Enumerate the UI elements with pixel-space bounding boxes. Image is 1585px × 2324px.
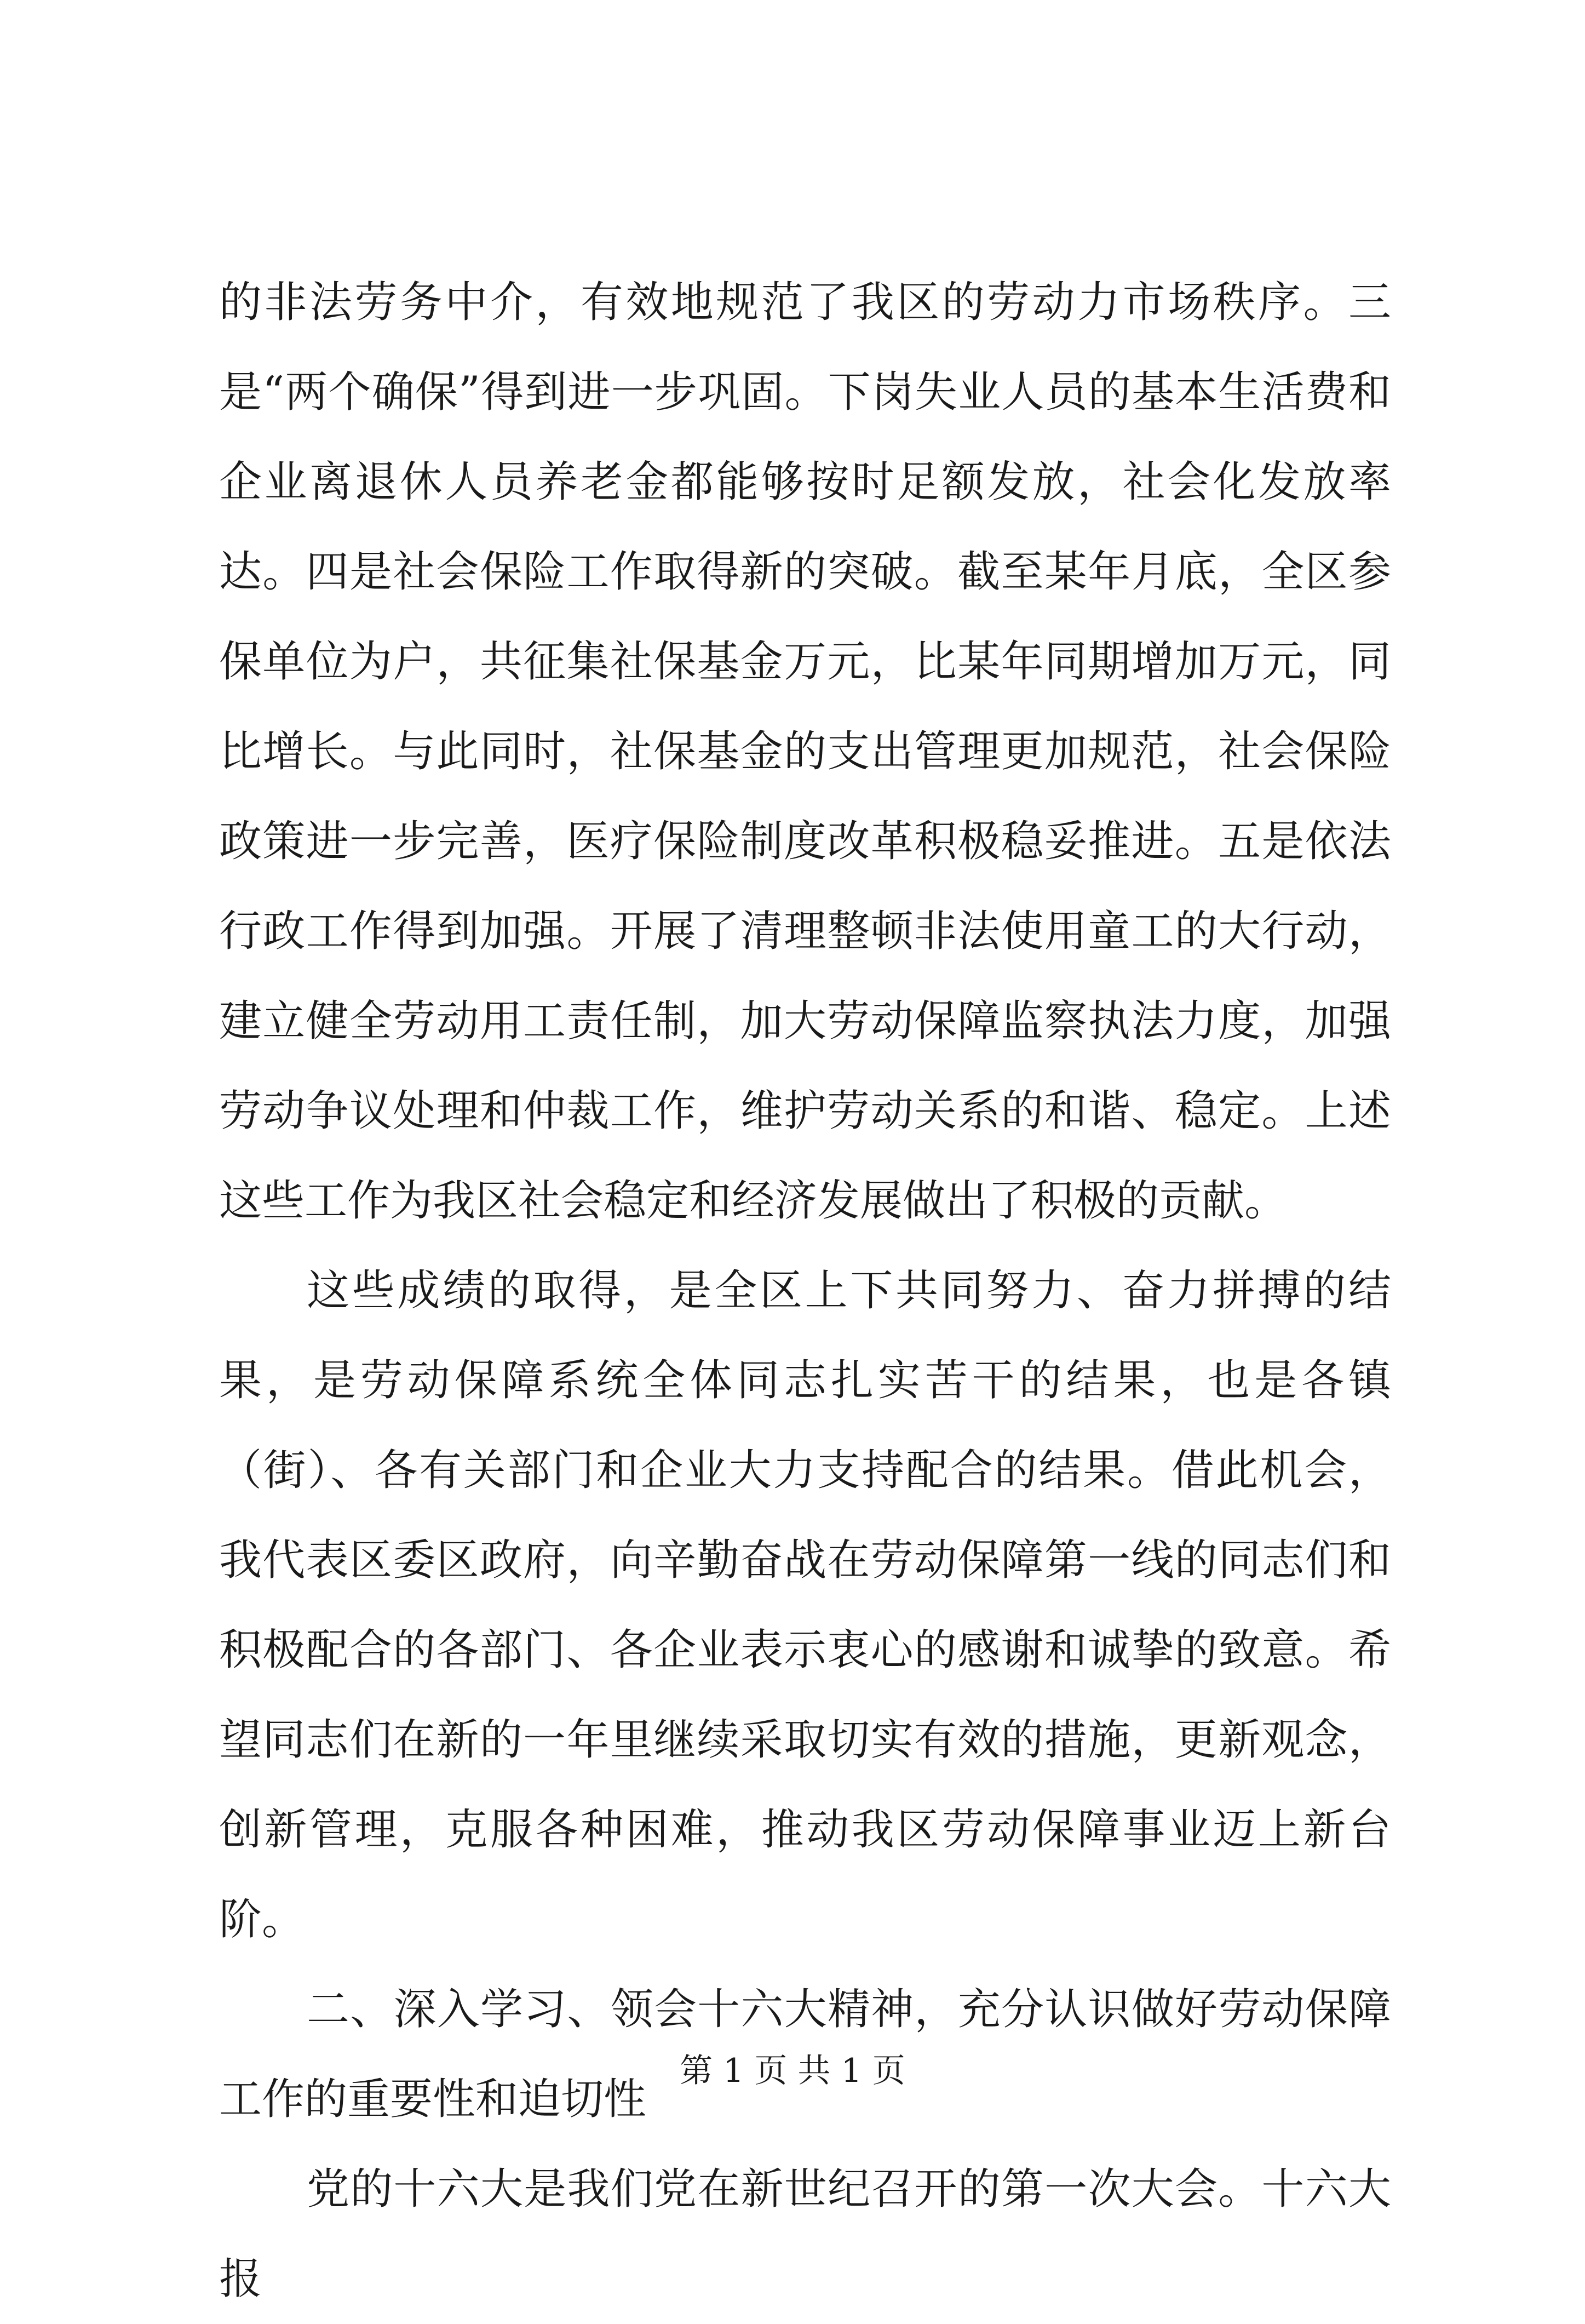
paragraph-continued: 的非法劳务中介，有效地规范了我区的劳动力市场秩序。三是“两个确保”得到进一步巩固。下岗失业人员的基本生活费和企业离退休人员养老金都能够按时足额发放，社会化发放率达。四是社会保险工作取得新的突破。截至某年月底，全区参保单位为户，共征集社保基金万元，比某年同期增加万元，同比增长。与此同时，社保基金的支出管理更加规范，社会保险政策进一步完善，医疗保险制度改革积极稳妥推进。五是依法行政工作得到加强。开展了清理整顿非法使用童工的大行动，建立健全劳动用工责任制，加大劳动保障监察执法力度，加强劳动争议处理和仲裁工作，维护劳动关系的和谐、稳定。上述这些工作为我区社会稳定和经济发展做出了积极的贡献。: [219, 278, 1391, 1226]
document-body: [219, 257, 1391, 2324]
page-footer: 第 1 页 共 1 页: [680, 2052, 905, 2090]
paragraph-sixteenth-congress: 党的十六大是我们党在新世纪召开的第一次大会。十六大报: [219, 2165, 1391, 2304]
paragraph-achievements: 这些成绩的取得，是全区上下共同努力、奋力拼搏的结果，是劳动保障系统全体同志扎实苦干的结果，也是各镇（街）、各有关部门和企业大力支持配合的结果。借此机会，我代表区委区政府，向辛勤奋战在劳动保障第一线的同志们和积极配合的各部门、各企业表示衷心的感谢和诚挚的致意。希望同志们在新的一年里继续采取切实有效的措施，更新观念，创新管理，克服各种困难，推动我区劳动保障事业迈上新台阶。: [219, 1266, 1391, 1944]
section-heading-two: 二、深入学习、领会十六大精神，充分认识做好劳动保障工作的重要性和迫切性: [219, 1985, 1391, 2124]
